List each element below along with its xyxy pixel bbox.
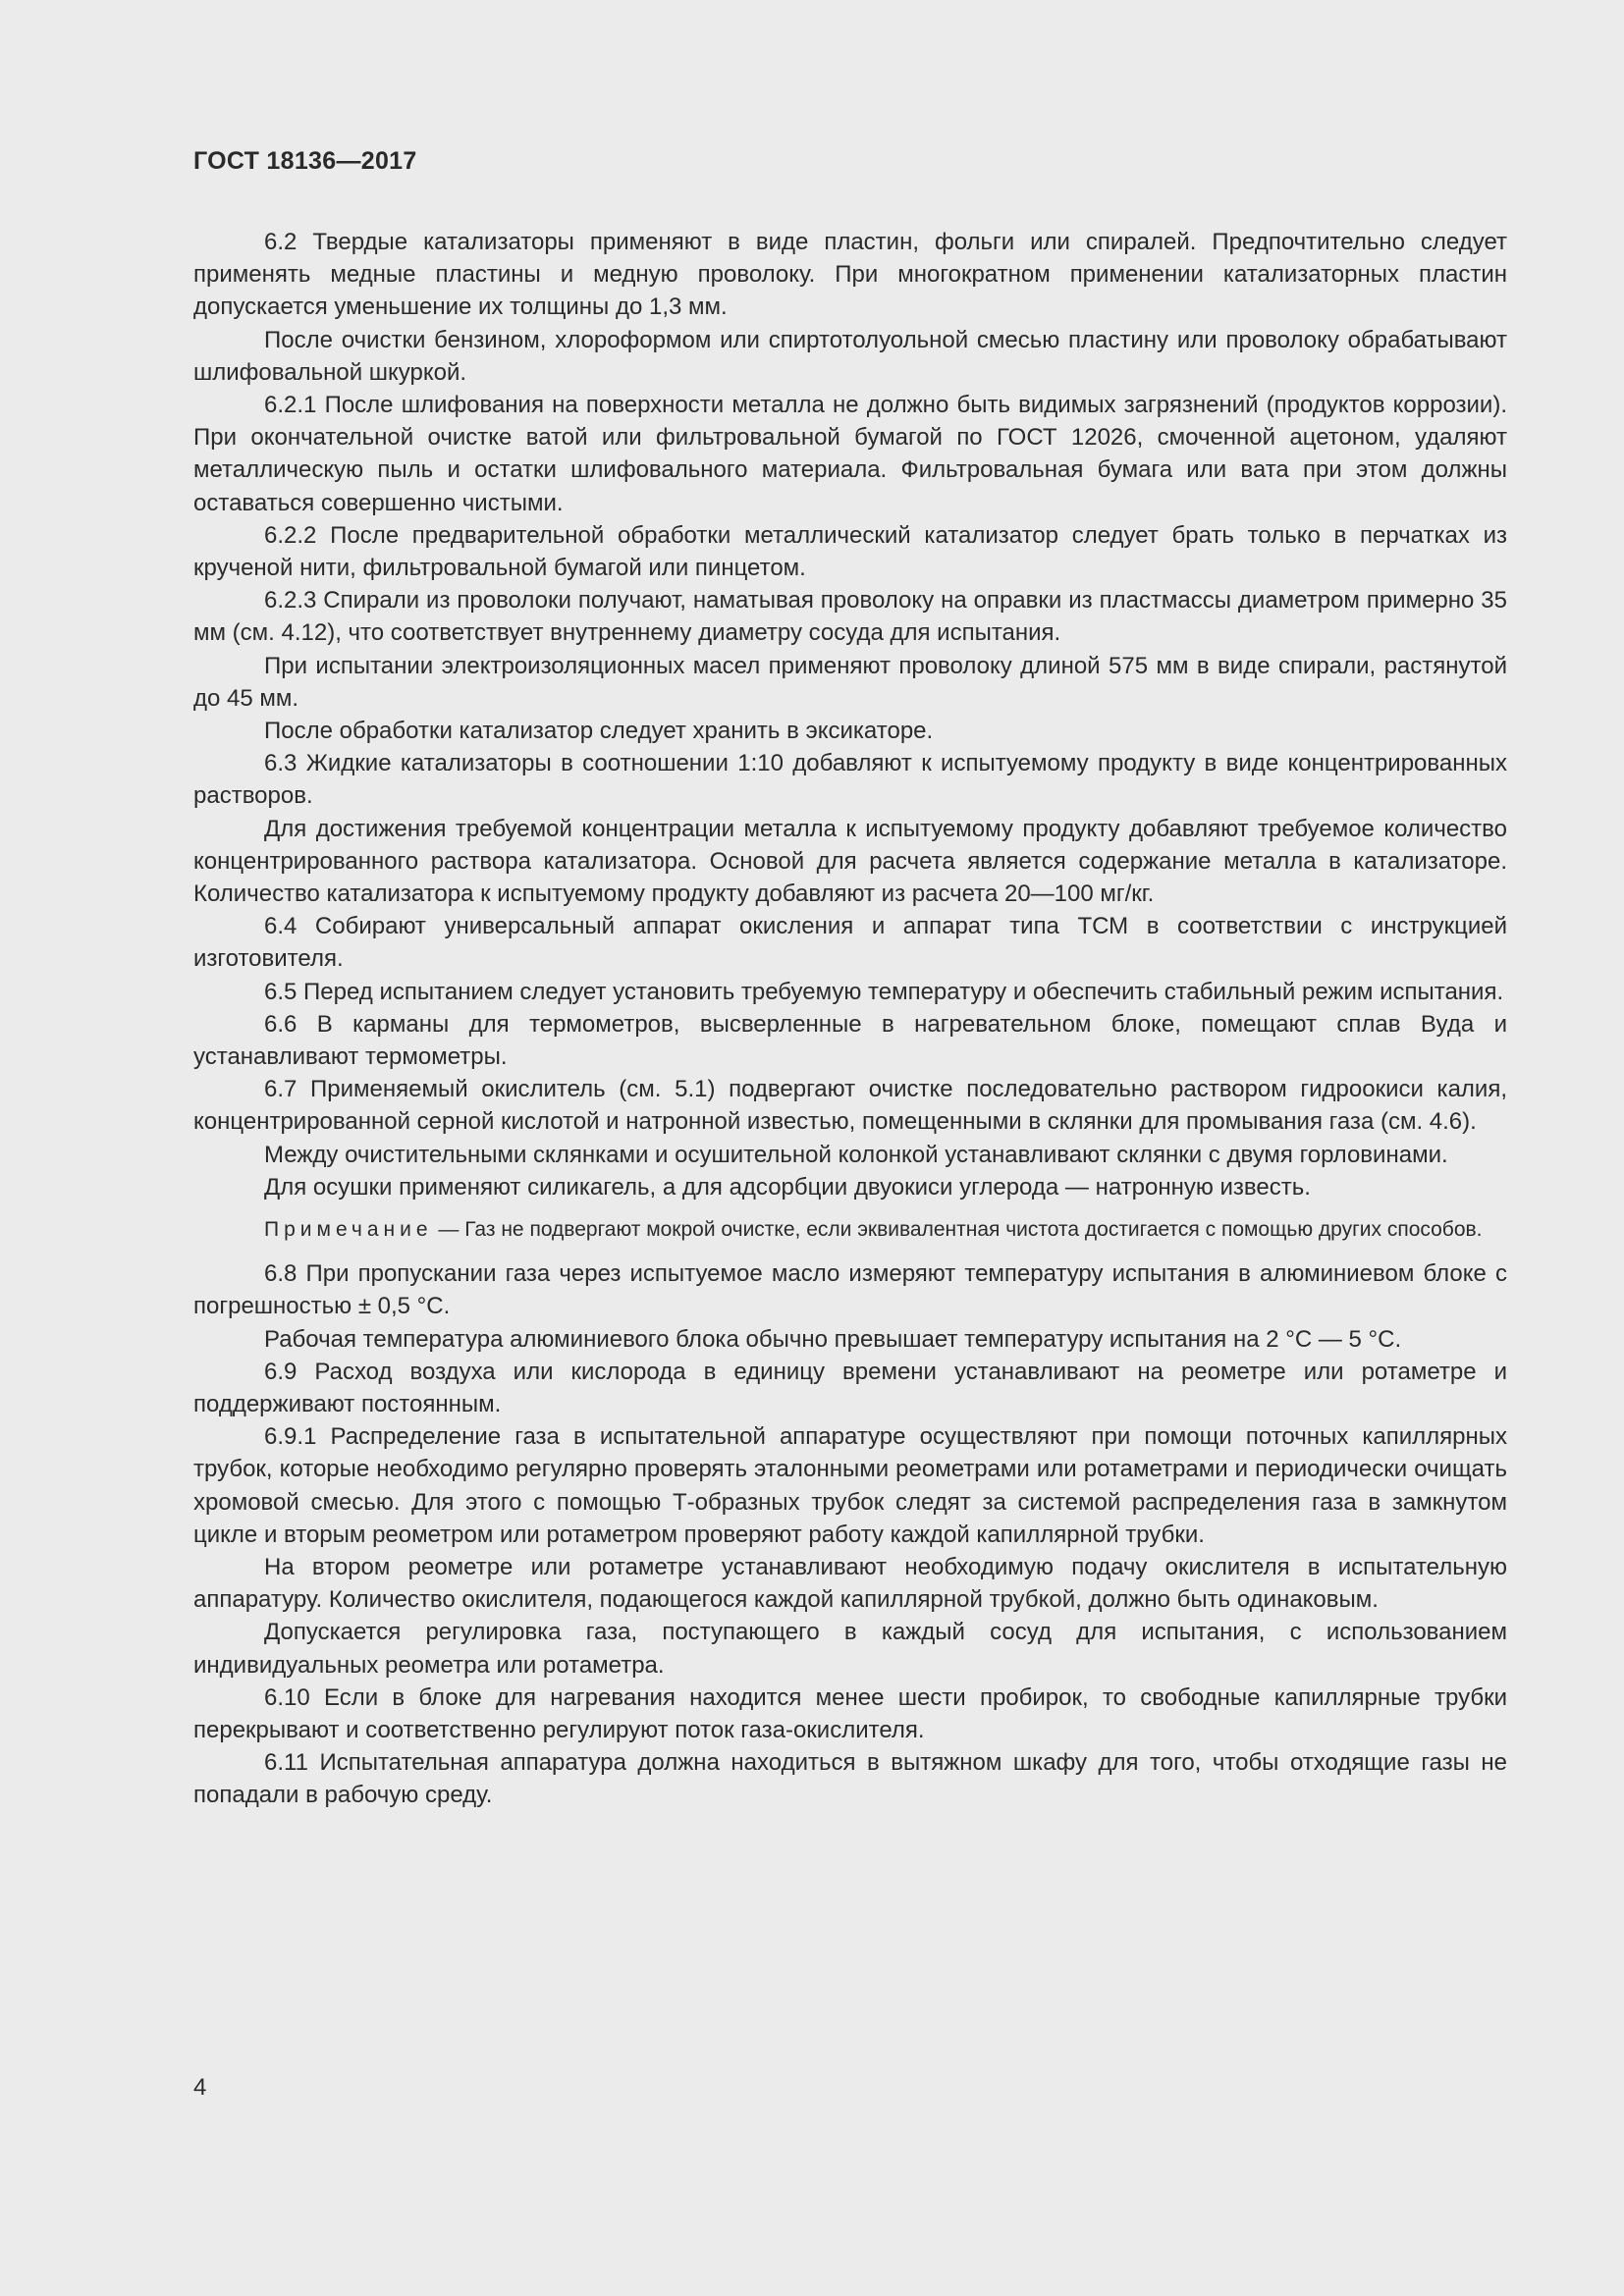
paragraph-6-7-drying: Для осушки применяют силикагель, а для адсорбции двуокиси углерода — натронную известь. — [264, 1173, 1311, 1201]
paragraph-6-3-concentration: Для достижения требуемой концентрации металла к испытуемому продукту добавляют требуемое количество концентрированного раствора катализатора. Основой для расчета является содержание металла в катализаторе. Количество катализатора к испытуемому продукту добавляют из расчета 20—100 мг/кг. — [193, 815, 1507, 908]
note-label: Примечание — [264, 1218, 433, 1242]
paragraph-6-8: 6.8 При пропускании газа через испытуемое масло измеряют температуру испытания в алюминиевом блоке с погрешностью ± 0,5 °С. — [193, 1260, 1507, 1320]
paragraph-6-4: 6.4 Собирают универсальный аппарат окисления и аппарат типа ТСМ в соответствии с инструкцией изготовителя. — [193, 913, 1507, 973]
note-block — [193, 1215, 1507, 1244]
document-code-header: ГОСТ 18136—2017 — [193, 147, 417, 175]
paragraph-6-10: 6.10 Если в блоке для нагревания находится менее шести пробирок, то свободные капиллярные трубки перекрывают и соответственно регулируют поток газа-окислителя. — [193, 1683, 1507, 1743]
paragraph-6-2-2: 6.2.2 После предварительной обработки металлический катализатор следует брать только в перчатках из крученой нити, фильтровальной бумагой или пинцетом. — [193, 521, 1507, 582]
page-number: 4 — [193, 2074, 207, 2101]
paragraph-6-7: 6.7 Применяемый окислитель (см. 5.1) подвергают очистке последовательно раствором гидроокиси калия, концентрированной серной кислотой и натронной известью, помещенными в склянки для промывания газа (см. 4.6). — [193, 1076, 1507, 1136]
paragraph-6-11: 6.11 Испытательная аппаратура должна находиться в вытяжном шкафу для того, чтобы отходящие газы не попадали в рабочую среду. — [193, 1749, 1507, 1809]
paragraph-6-2: 6.2 Твердые катализаторы применяют в виде пластин, фольги или спиралей. Предпочтительно следует применять медные пластины и медную проволоку. При многократном применении катализаторных пластин допускается уменьшение их толщины до 1,3 мм. — [193, 229, 1507, 321]
paragraph-6-2-3-oils: При испытании электроизоляционных масел применяют проволоку длиной 575 мм в виде спирали, растянутой до 45 мм. — [193, 652, 1507, 712]
paragraph-6-6: 6.6 В карманы для термометров, высверленные в нагревательном блоке, помещают сплав Вуда и устанавливают термометры. — [193, 1010, 1507, 1071]
paragraph-6-2-cleaning: После очистки бензином, хлороформом или спиртотолуольной смесью пластину или проволоку обрабатывают шлифовальной шкуркой. — [193, 326, 1507, 386]
paragraph-6-9: 6.9 Расход воздуха или кислорода в единицу времени устанавливают на реометре или ротаметре и поддерживают постоянным. — [193, 1358, 1507, 1417]
paragraph-6-9-1-regulation: Допускается регулировка газа, поступающего в каждый сосуд для испытания, с использованием индивидуальных реометра или ротаметра. — [193, 1619, 1507, 1679]
paragraph-6-3: 6.3 Жидкие катализаторы в соотношении 1:10 добавляют к испытуемому продукту в виде концентрированных растворов. — [193, 750, 1507, 810]
paragraph-6-5: 6.5 Перед испытанием следует установить требуемую температуру и обеспечить стабильный режим испытания. — [264, 978, 1504, 1005]
paragraph-6-9-1: 6.9.1 Распределение газа в испытательной аппаратуре осуществляют при помощи поточных капиллярных трубок, которые необходимо регулярно проверять эталонными реометрами или ротаметрами и периодически очищать хромовой смесью. Для этого с помощью Т-образных трубок следят за системой распределения газа в замкнутом цикле и вторым реометром или ротаметром проверяют работу каждой капиллярной трубки. — [193, 1423, 1507, 1548]
note-text: — Газ не подвергают мокрой очистке, если эквивалентная чистота достигается с помощью других способов. — [438, 1218, 1483, 1242]
paragraph-6-8-temperature: Рабочая температура алюминиевого блока обычно превышает температуру испытания на 2 °С — 5 °С. — [264, 1325, 1402, 1353]
document-body — [193, 226, 1507, 1812]
paragraph-6-2-1: 6.2.1 После шлифования на поверхности металла не должно быть видимых загрязнений (продуктов коррозии). При окончательной очистке ватой или фильтровальной бумагой по ГОСТ 12026, смоченной ацетоном, удаляют металлическую пыль и остатки шлифовального материала. Фильтровальная бумага или вата при этом должны оставаться совершенно чистыми. — [193, 392, 1507, 516]
paragraph-6-9-1-second-reometer: На втором реометре или ротаметре устанавливают необходимую подачу окислителя в испытательную аппаратуру. Количество окислителя, подающегося каждой капиллярной трубкой, должно быть одинаковым. — [193, 1553, 1507, 1614]
paragraph-6-7-flasks: Между очистительными склянками и осушительной колонкой устанавливают склянки с двумя горловинами. — [264, 1141, 1448, 1168]
paragraph-6-2-3-storage: После обработки катализатор следует хранить в эксикаторе. — [264, 718, 934, 745]
paragraph-6-2-3: 6.2.3 Спирали из проволоки получают, наматывая проволоку на оправки из пластмассы диаметром примерно 35 мм (см. 4.12), что соответствует внутреннему диаметру сосуда для испытания. — [193, 587, 1507, 647]
